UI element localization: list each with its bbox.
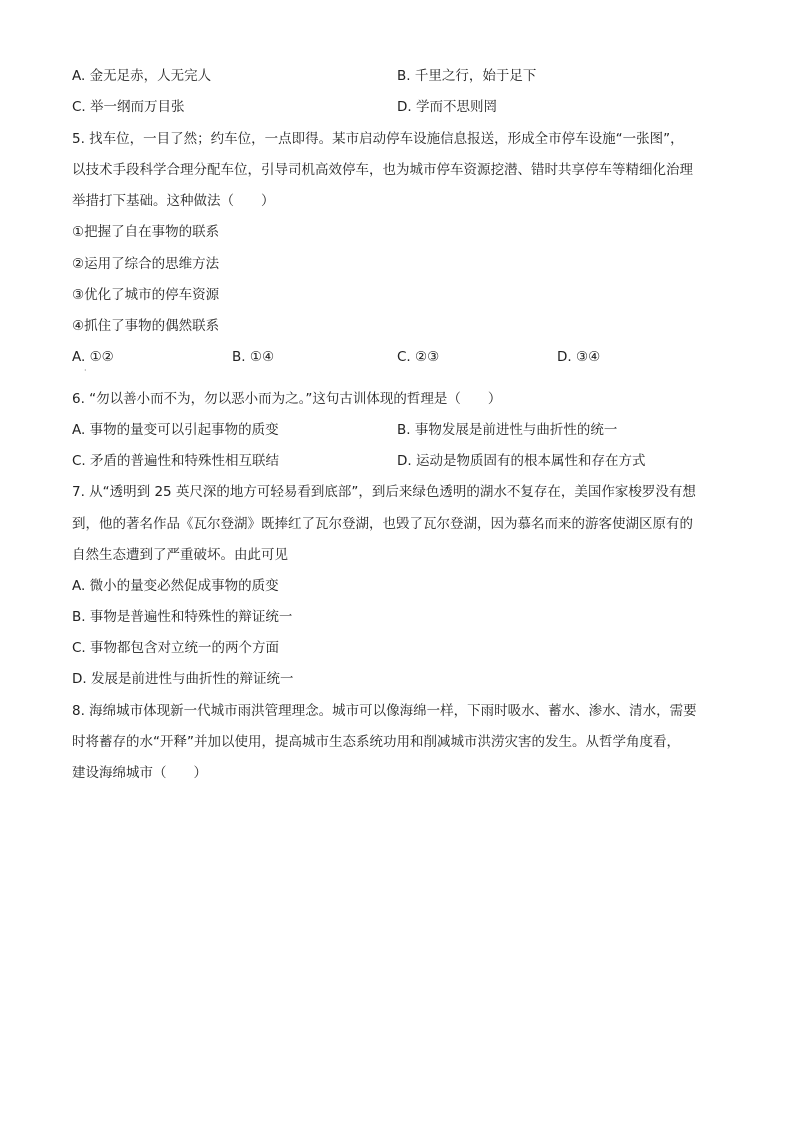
q6-option-c: C. 矛盾的普遍性和特殊性相互联结 — [72, 453, 280, 469]
q6-stem: 6. “勿以善小而不为，勿以恶小而为之。”这句古训体现的哲理是（ ） — [72, 391, 502, 407]
q5-item-2: ②运用了综合的思维方法 — [72, 256, 220, 272]
q4-option-c: C. 举一纲而万目张 — [72, 99, 185, 115]
q7-stem-line1: 7. 从“透明到 25 英尺深的地方可轻易看到底部”，到后来绿色透明的湖水不复存在，美国作家梭罗没有想 — [72, 484, 696, 500]
q6-option-d: D. 运动是物质固有的根本属性和存在方式 — [397, 453, 646, 469]
q8-stem-line3: 建设海绵城市（ ） — [72, 765, 207, 781]
q8-stem-line2: 时将蓄存的水“开释”并加以使用，提高城市生态系统功用和削减城市洪涝灾害的发生。从哲学角度看， — [72, 734, 680, 750]
q5-item-3: ③优化了城市的停车资源 — [72, 287, 220, 303]
q5-option-c: C. ②③ — [397, 349, 440, 365]
q6-option-a: A. 事物的量变可以引起事物的质变 — [72, 422, 279, 438]
q5-option-a: A. ①② — [72, 349, 114, 365]
q5-option-d: D. ③④ — [557, 349, 601, 365]
q4-option-a: A. 金无足赤，人无完人 — [72, 68, 212, 84]
q5-option-b: B. ①④ — [232, 349, 275, 365]
q7-option-c: C. 事物都包含对立统一的两个方面 — [72, 640, 280, 656]
q6-option-b: B. 事物发展是前进性与曲折性的统一 — [397, 422, 618, 438]
q4-option-d: D. 学而不思则罔 — [397, 99, 497, 115]
q4-option-b: B. 千里之行，始于足下 — [397, 68, 537, 84]
q7-option-a: A. 微小的量变必然促成事物的质变 — [72, 578, 279, 594]
stray-dot-mark: · — [84, 366, 87, 375]
q7-option-b: B. 事物是普遍性和特殊性的辩证统一 — [72, 609, 293, 625]
q5-stem-line3: 举措打下基础。这种做法（ ） — [72, 193, 275, 209]
q5-stem-line1: 5. 找车位，一目了然；约车位，一点即得。某市启动停车设施信息报送，形成全市停车设施“一张图”， — [72, 131, 684, 147]
q7-stem-line3: 自然生态遭到了严重破坏。由此可见 — [72, 547, 288, 563]
q5-item-1: ①把握了自在事物的联系 — [72, 224, 220, 240]
q7-option-d: D. 发展是前进性与曲折性的辩证统一 — [72, 671, 294, 687]
q5-item-4: ④抓住了事物的偶然联系 — [72, 318, 220, 334]
q5-stem-line2: 以技术手段科学合理分配车位，引导司机高效停车，也为城市停车资源挖潜、错时共享停车等精细化治理 — [72, 162, 693, 178]
q7-stem-line2: 到，他的著名作品《瓦尔登湖》既捧红了瓦尔登湖，也毁了瓦尔登湖，因为慕名而来的游客使湖区原有的 — [72, 516, 693, 532]
q8-stem-line1: 8. 海绵城市体现新一代城市雨洪管理理念。城市可以像海绵一样，下雨时吸水、蓄水、渗水、清水，需要 — [72, 703, 697, 719]
